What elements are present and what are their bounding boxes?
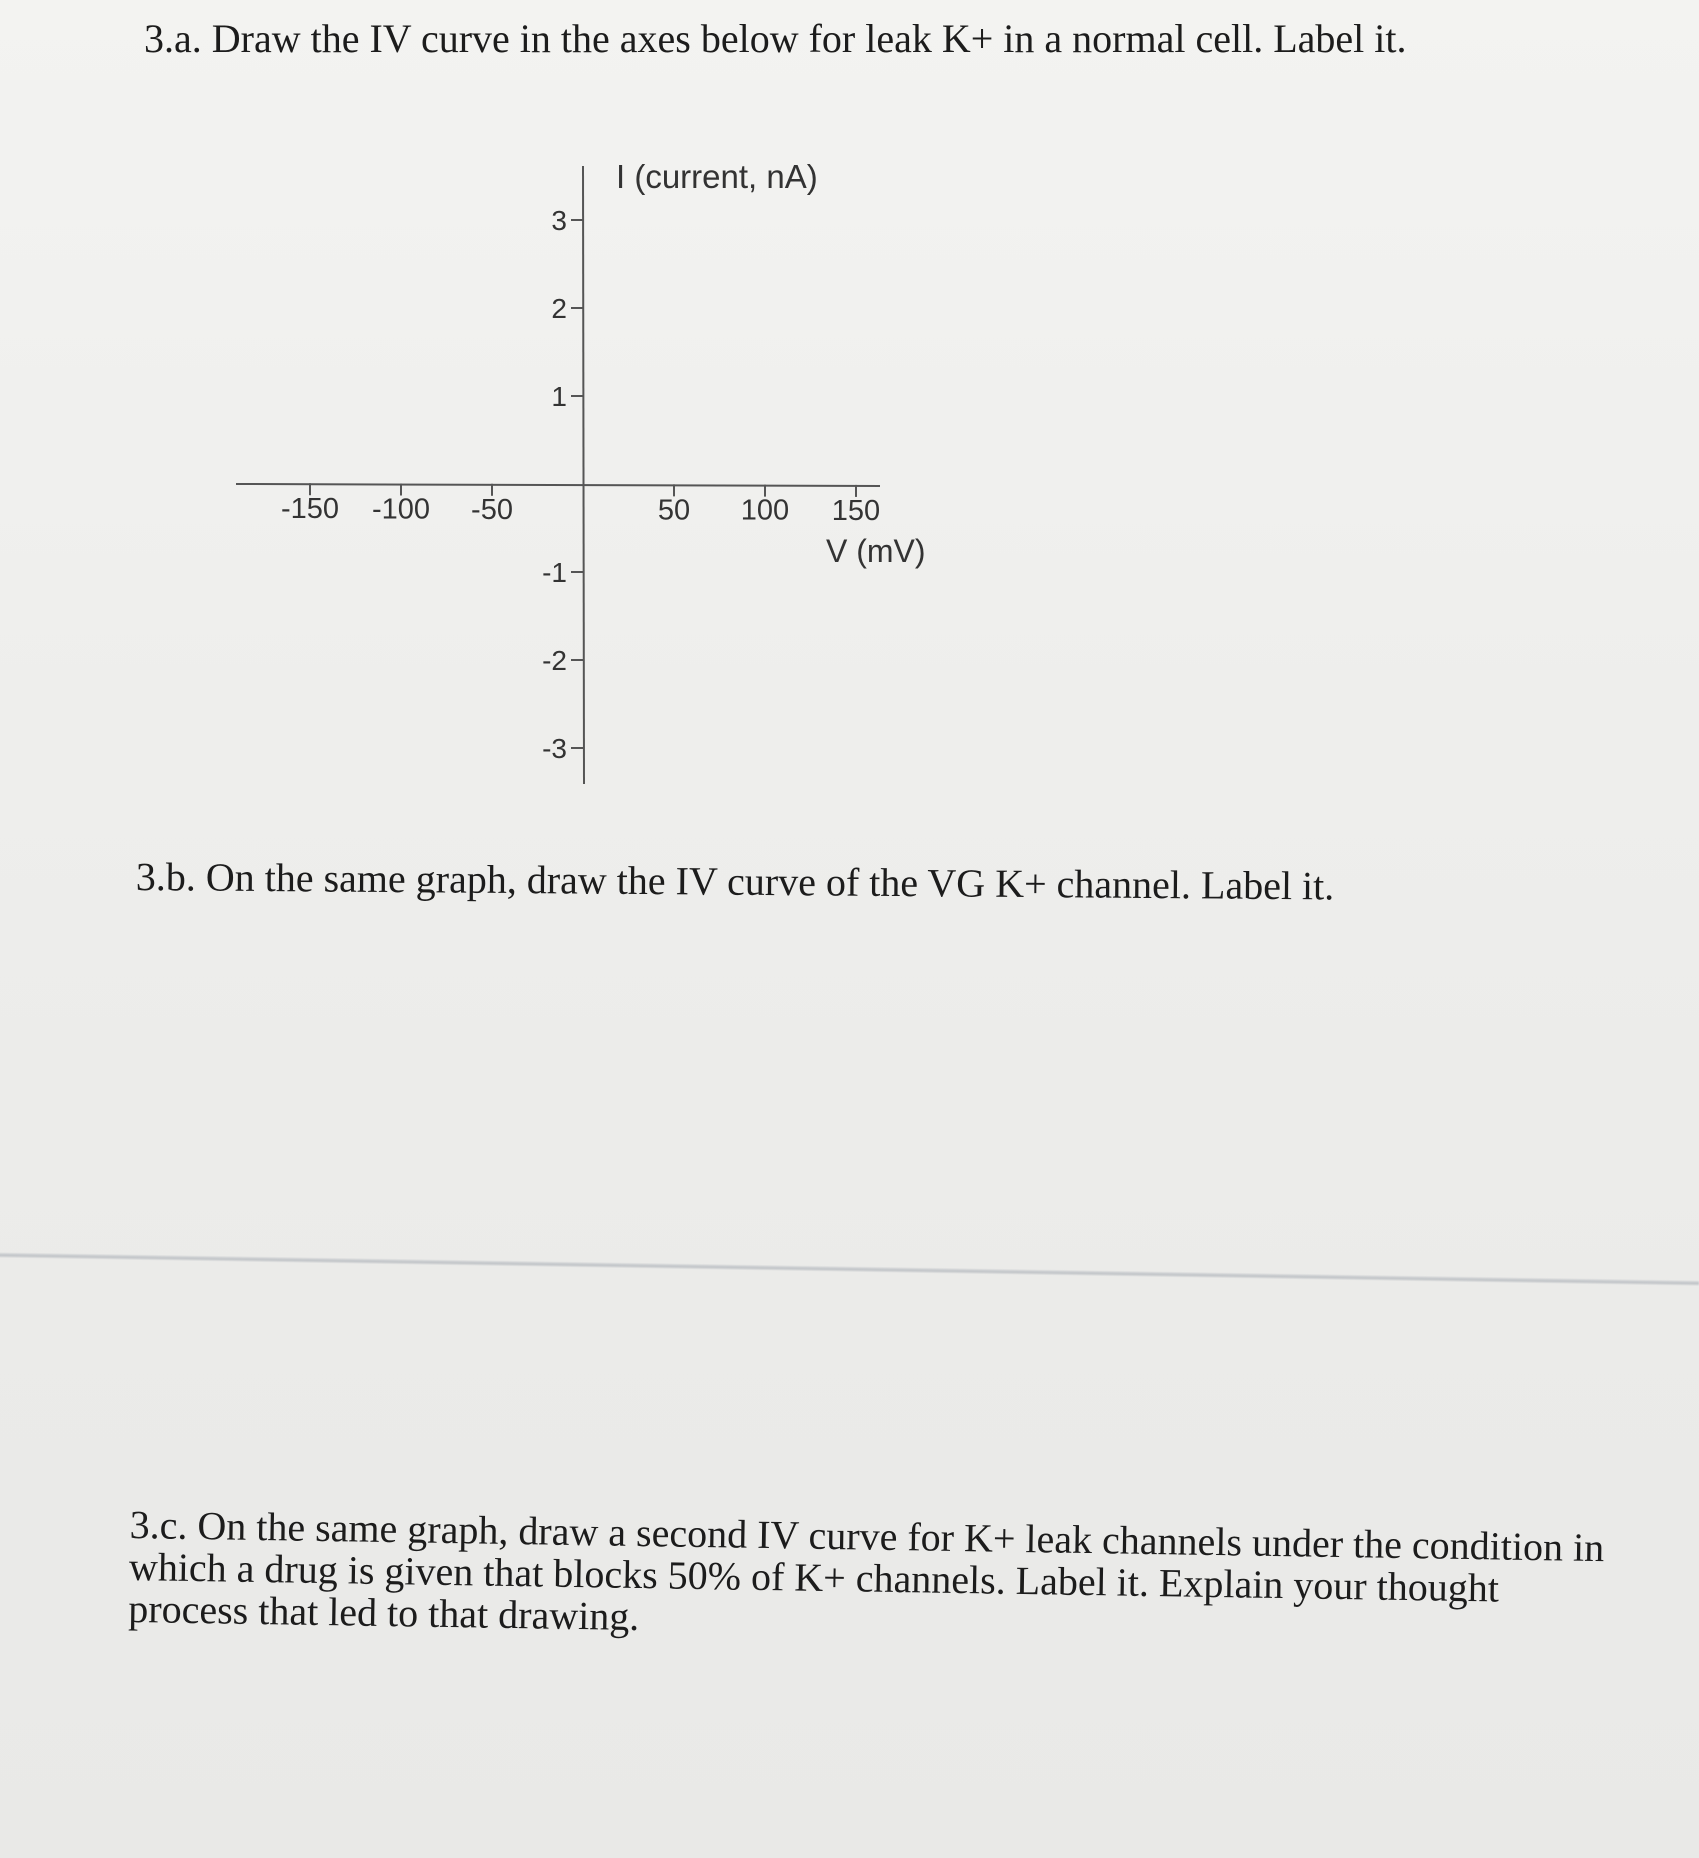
question-3c: 3.c. On the same graph, draw a second IV curve for K+ leak channels under the condition in which a drug is given that blocks 50% of K+ channels. Label it. Explain your thought process that led to that drawing. xyxy=(128,1502,1605,1640)
x-tick-label: -100 xyxy=(371,493,431,526)
y-tick-label: 2 xyxy=(551,293,567,324)
y-tick-label: -3 xyxy=(542,733,567,764)
question-3b: 3.b. On the same graph, draw the IV curve of the VG K+ channel. Label it. xyxy=(135,853,1335,909)
page-divider xyxy=(0,1252,1699,1286)
x-tick-label: 100 xyxy=(740,494,790,527)
y-tick-label: 1 xyxy=(551,381,567,412)
x-tick-label: -50 xyxy=(471,493,513,526)
x-axis-label: V (mV) xyxy=(826,533,926,569)
y-axis-line xyxy=(583,166,584,784)
x-tick-label: 150 xyxy=(831,494,881,527)
y-axis-label: I (current, nA) xyxy=(616,158,818,195)
axes xyxy=(236,166,880,784)
y-tick-label: -1 xyxy=(542,557,567,588)
x-tick-label: 50 xyxy=(657,494,691,527)
x-axis-line xyxy=(236,484,880,486)
question-3a: 3.a. Draw the IV curve in the axes below for leak K+ in a normal cell. Label it. xyxy=(144,16,1407,61)
y-tick-label: -2 xyxy=(542,645,567,676)
iv-axes-graph xyxy=(0,0,1699,820)
y-tick-label: 3 xyxy=(551,205,567,236)
x-tick-label: -150 xyxy=(280,493,340,526)
